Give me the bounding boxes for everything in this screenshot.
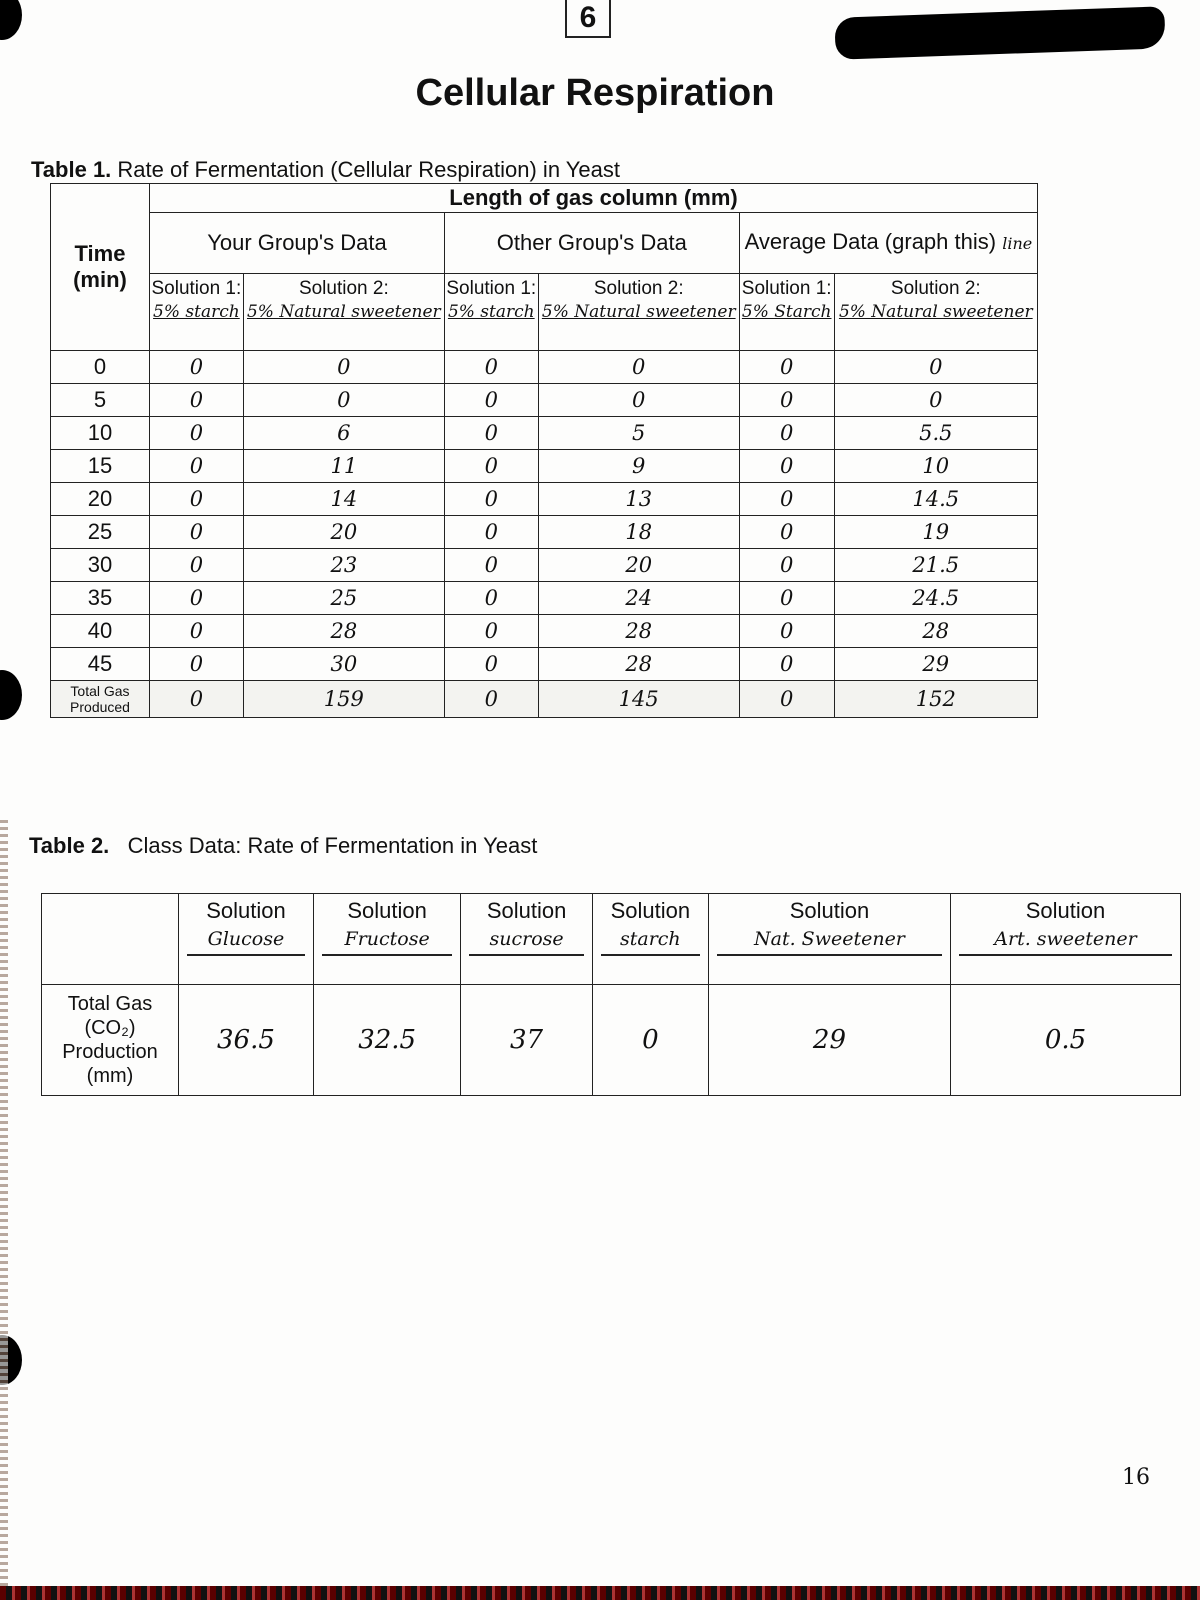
table2-caption	[29, 833, 537, 859]
value-cell: 0	[444, 450, 538, 483]
gas-column-header: Length of gas column (mm)	[150, 184, 1038, 213]
table2-label: Table 2.	[29, 833, 110, 858]
value-cell: 5.5	[834, 417, 1037, 450]
solution-word: Solution	[1025, 898, 1106, 923]
solution-handwritten: 5% Natural sweetener	[246, 302, 441, 322]
solution-label: Solution 1:	[446, 278, 537, 299]
table-row	[51, 615, 1038, 648]
solution-label: Solution 1:	[741, 278, 832, 299]
table-row	[51, 384, 1038, 417]
value-cell: 0	[150, 582, 244, 615]
time-header: Time (min)	[51, 184, 150, 351]
table-row	[51, 648, 1038, 681]
time-cell: 35	[51, 582, 150, 615]
solution-word: Solution	[347, 898, 427, 923]
time-cell: 15	[51, 450, 150, 483]
value-cell: 0	[538, 384, 739, 417]
value-cell: 0	[150, 549, 244, 582]
redacted-name	[834, 6, 1165, 59]
punch-hole-middle	[0, 670, 22, 720]
solution-label: Solution 2:	[593, 278, 684, 299]
table-row	[51, 351, 1038, 384]
value-cell: 18	[538, 516, 739, 549]
class-solution-header	[313, 894, 460, 985]
value-cell: 28	[834, 615, 1037, 648]
class-solution-handwritten: Glucose	[187, 928, 305, 956]
class-solution-header	[708, 894, 950, 985]
class-solution-handwritten: Art. sweetener	[959, 928, 1172, 956]
table-row	[51, 417, 1038, 450]
solution-word: Solution	[486, 898, 567, 923]
class-solution-handwritten: Nat. Sweetener	[717, 928, 942, 956]
value-cell: 0	[150, 516, 244, 549]
your-group-header: Your Group's Data	[150, 213, 445, 274]
solution-handwritten: 5% Natural sweetener	[541, 302, 736, 322]
solution-word: Solution	[610, 898, 691, 923]
blank-corner-cell	[42, 894, 179, 985]
solution-handwritten: 5% Natural sweetener	[838, 302, 1033, 322]
solution-header	[444, 274, 538, 351]
total-value-cell: 152	[834, 681, 1037, 718]
solution-word: Solution	[789, 898, 870, 923]
average-header-text: Average Data (graph this)	[744, 229, 997, 254]
total-value-cell: 0	[150, 681, 244, 718]
page-number: 16	[1122, 1465, 1150, 1490]
value-cell: 5	[538, 417, 739, 450]
value-cell: 6	[243, 417, 444, 450]
table-row	[51, 582, 1038, 615]
time-cell: 45	[51, 648, 150, 681]
value-cell: 19	[834, 516, 1037, 549]
class-total-gas-value: 37	[461, 985, 592, 1096]
class-total-gas-value: 32.5	[313, 985, 460, 1096]
value-cell: 28	[538, 648, 739, 681]
value-cell: 0	[150, 450, 244, 483]
class-solution-header	[461, 894, 592, 985]
page-box-number: 6	[565, 0, 611, 38]
value-cell: 0	[739, 516, 834, 549]
value-cell: 0	[739, 351, 834, 384]
total-value-cell: 0	[739, 681, 834, 718]
class-total-gas-value: 29	[708, 985, 950, 1096]
value-cell: 0	[739, 615, 834, 648]
table1-caption-text: Rate of Fermentation (Cellular Respiration) in Yeast	[117, 157, 621, 182]
total-row	[51, 681, 1038, 718]
table-row	[51, 450, 1038, 483]
scan-edge-left	[0, 820, 8, 1600]
class-total-gas-value: 0	[592, 985, 708, 1096]
total-value-cell: 159	[243, 681, 444, 718]
total-value-cell: 145	[538, 681, 739, 718]
class-solution-header	[951, 894, 1181, 985]
time-cell: 5	[51, 384, 150, 417]
value-cell: 0	[834, 351, 1037, 384]
value-cell: 0	[444, 582, 538, 615]
solution-header	[739, 274, 834, 351]
table-row	[51, 516, 1038, 549]
value-cell: 21.5	[834, 549, 1037, 582]
time-cell: 10	[51, 417, 150, 450]
value-cell: 0	[834, 384, 1037, 417]
value-cell: 13	[538, 483, 739, 516]
solution-label: Solution 1:	[151, 278, 242, 299]
value-cell: 0	[739, 384, 834, 417]
value-cell: 0	[150, 483, 244, 516]
class-solution-handwritten: sucrose	[469, 928, 583, 956]
solution-word: Solution	[206, 898, 286, 923]
value-cell: 14	[243, 483, 444, 516]
solution-header	[243, 274, 444, 351]
scan-edge-bottom	[0, 1586, 1200, 1600]
value-cell: 0	[444, 648, 538, 681]
class-solution-header	[179, 894, 314, 985]
value-cell: 0	[444, 483, 538, 516]
solution-handwritten: 5% starch	[153, 302, 240, 322]
value-cell: 0	[739, 549, 834, 582]
value-cell: 24.5	[834, 582, 1037, 615]
value-cell: 0	[150, 384, 244, 417]
value-cell: 0	[444, 351, 538, 384]
solution-header	[538, 274, 739, 351]
value-cell: 0	[150, 615, 244, 648]
value-cell: 29	[834, 648, 1037, 681]
solution-header	[150, 274, 244, 351]
value-cell: 24	[538, 582, 739, 615]
value-cell: 20	[243, 516, 444, 549]
value-cell: 0	[739, 648, 834, 681]
class-data-table	[41, 893, 1181, 1096]
time-cell: 0	[51, 351, 150, 384]
total-value-cell: 0	[444, 681, 538, 718]
value-cell: 0	[444, 516, 538, 549]
time-cell: 40	[51, 615, 150, 648]
value-cell: 11	[243, 450, 444, 483]
class-solution-header	[592, 894, 708, 985]
solution-header	[834, 274, 1037, 351]
solution-handwritten: 5% Starch	[741, 302, 832, 322]
value-cell: 0	[739, 417, 834, 450]
value-cell: 30	[243, 648, 444, 681]
value-cell: 23	[243, 549, 444, 582]
table1-caption	[31, 157, 620, 183]
table1-label: Table 1.	[31, 157, 112, 182]
value-cell: 28	[538, 615, 739, 648]
solution-label: Solution 2:	[890, 278, 981, 299]
value-cell: 0	[538, 351, 739, 384]
value-cell: 0	[150, 648, 244, 681]
other-group-header: Other Group's Data	[444, 213, 739, 274]
class-solution-handwritten: Fructose	[322, 928, 452, 956]
value-cell: 28	[243, 615, 444, 648]
value-cell: 0	[444, 384, 538, 417]
value-cell: 10	[834, 450, 1037, 483]
table-row	[51, 549, 1038, 582]
value-cell: 0	[444, 549, 538, 582]
punch-hole-top	[0, 0, 22, 40]
time-cell: 20	[51, 483, 150, 516]
time-cell: 30	[51, 549, 150, 582]
value-cell: 0	[150, 417, 244, 450]
value-cell: 20	[538, 549, 739, 582]
page-title: Cellular Respiration	[415, 72, 775, 114]
value-cell: 0	[243, 351, 444, 384]
value-cell: 0	[739, 483, 834, 516]
value-cell: 0	[150, 351, 244, 384]
value-cell: 14.5	[834, 483, 1037, 516]
total-gas-label: Total Gas Produced	[51, 681, 150, 718]
value-cell: 0	[739, 450, 834, 483]
class-solution-handwritten: starch	[601, 928, 700, 956]
class-total-gas-value: 36.5	[179, 985, 314, 1096]
class-total-gas-value: 0.5	[951, 985, 1181, 1096]
fermentation-table	[50, 183, 1038, 718]
total-gas-row-label: Total Gas (CO₂) Production (mm)	[42, 985, 179, 1096]
value-cell: 0	[243, 384, 444, 417]
value-cell: 0	[444, 417, 538, 450]
table2-caption-text: Class Data: Rate of Fermentation in Yeast	[127, 833, 538, 858]
average-note: line	[1002, 234, 1033, 253]
value-cell: 9	[538, 450, 739, 483]
average-header	[739, 213, 1037, 274]
value-cell: 0	[739, 582, 834, 615]
value-cell: 0	[444, 615, 538, 648]
table-row	[51, 483, 1038, 516]
solution-handwritten: 5% starch	[447, 302, 535, 322]
value-cell: 25	[243, 582, 444, 615]
solution-label: Solution 2:	[298, 278, 389, 299]
time-cell: 25	[51, 516, 150, 549]
